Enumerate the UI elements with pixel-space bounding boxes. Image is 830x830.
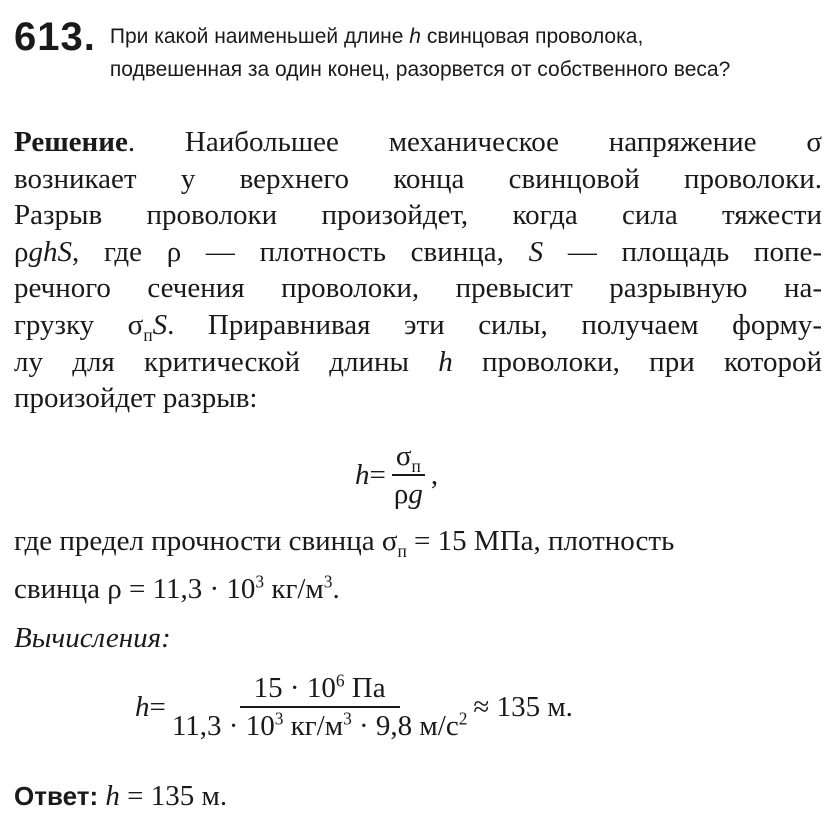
problem-number: 613.: [14, 15, 96, 59]
line7-text-b: проволоки, при которой: [452, 345, 822, 378]
given1-a: где предел прочности свинца σ: [14, 525, 398, 557]
solution-line1-text: . Наибольшее механическое напряжение σ: [127, 126, 822, 158]
calc-den-a: 11,3 · 10: [171, 710, 275, 742]
calc-lhs: h: [135, 690, 150, 723]
question-var: h: [409, 25, 421, 48]
solution-line-6: [14, 307, 822, 344]
given2-c: .: [332, 573, 340, 605]
solution-text: [14, 124, 822, 417]
sigma-symbol: σ: [395, 440, 412, 472]
given1-sub: п: [397, 540, 407, 561]
given-line-1: [14, 517, 822, 565]
calc-denominator: [172, 708, 468, 742]
solution-line-7: [14, 344, 822, 381]
answer-var: h: [105, 780, 120, 812]
formula-denominator: [394, 476, 423, 510]
formula-eq: =: [369, 458, 386, 491]
s-var-2: S: [152, 308, 168, 341]
calc-result: ≈ 135 м.: [473, 690, 573, 723]
question-part2: свинцовая проволока,: [420, 25, 644, 48]
given1-b: = 15 МПа, плотность: [406, 525, 675, 557]
solution-line-2: возникает у верхнего конца свинцовой проволоки.: [14, 162, 822, 195]
answer-value: = 135 м.: [119, 780, 228, 812]
given2-b: кг/м: [264, 573, 324, 605]
rho-symbol: ρ: [14, 235, 29, 268]
given2-sup2: 3: [323, 571, 333, 592]
calc-den-c: · 9,8 м/с: [351, 710, 459, 742]
g-den: g: [408, 478, 423, 510]
solution-label: Решение: [14, 126, 128, 158]
line4-text-c: — площадь попе-: [543, 235, 822, 268]
given2-sup: 3: [255, 571, 265, 592]
rho-den: ρ: [393, 478, 409, 510]
solution-line-4: [14, 234, 822, 271]
critical-length-formula: [355, 440, 438, 510]
calculation-formula: [135, 672, 573, 742]
given-values: [14, 517, 822, 613]
formula-numerator: [392, 440, 425, 476]
h-var: h: [438, 345, 453, 378]
calc-den-sup1: 3: [274, 708, 284, 729]
problem-statement: [14, 10, 824, 86]
calc-den-b: кг/м: [283, 710, 344, 742]
calc-den-sup3: 2: [458, 708, 468, 729]
problem-question: [14, 10, 824, 86]
line6-text-b: . Приравнивая эти силы, получаем форму-: [167, 308, 822, 341]
formula-lhs: h: [355, 458, 370, 491]
calc-fraction: [172, 672, 468, 742]
solution-line-1: [14, 124, 822, 161]
formula-comma: ,: [430, 458, 439, 491]
solution-line-3: Разрыв проволоки произойдет, когда сила тяжести: [14, 199, 822, 232]
line7-text-a: лу для критической длины: [14, 345, 439, 378]
calc-num-sup: 6: [335, 670, 345, 691]
question-line2: подвешенная за один конец, разорвется от собственного веса?: [109, 58, 731, 81]
given2-a: свинца ρ = 11,3 · 10: [14, 573, 256, 605]
calc-den-sup2: 3: [343, 708, 352, 729]
question-part1: При какой наименьшей длине: [109, 25, 410, 48]
line4-text-b: , где ρ — плотность свинца,: [71, 235, 529, 268]
calc-num-a: 15 · 10: [253, 672, 336, 704]
calc-num-b: Па: [344, 672, 386, 704]
calc-eq: =: [149, 690, 166, 723]
sigma-subscript: п: [143, 324, 153, 345]
formula-fraction: [392, 440, 425, 510]
answer-line: [14, 780, 227, 813]
calculations-heading: Вычисления:: [14, 622, 171, 654]
solution-line-5: речного сечения проволоки, превысит разрывную на-: [14, 272, 822, 305]
calc-numerator: [240, 672, 400, 708]
answer-label: Ответ:: [14, 781, 99, 811]
given-line-2: [14, 565, 822, 613]
ghs-var: ghS: [28, 235, 72, 268]
solution-line-8: произойдет разрыв:: [14, 382, 258, 415]
sigma-sub: п: [411, 455, 421, 476]
s-var: S: [528, 235, 544, 268]
line6-text-a: грузку σ: [14, 308, 144, 341]
